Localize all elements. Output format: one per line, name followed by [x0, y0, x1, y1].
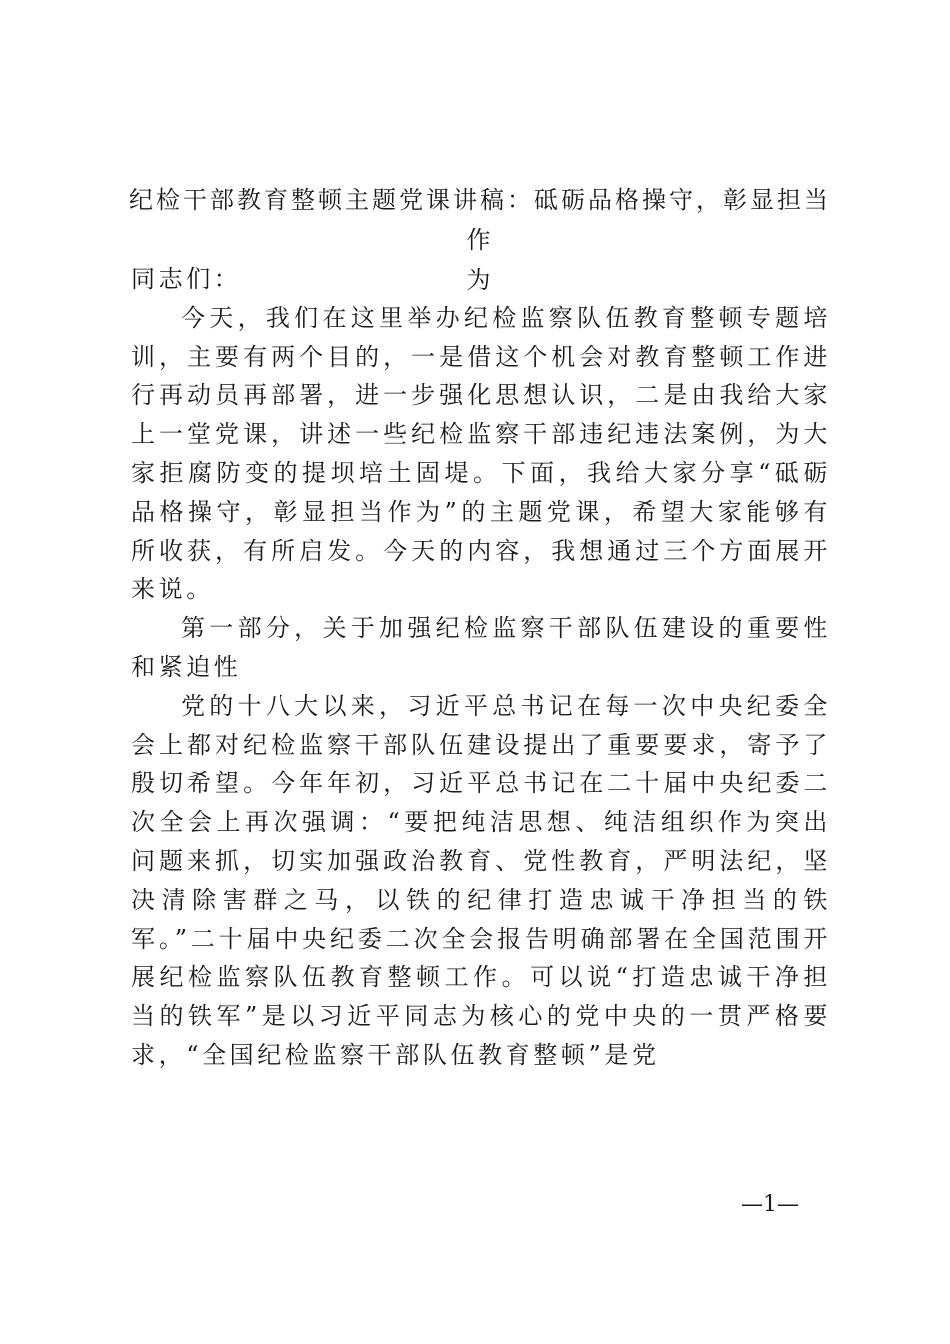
salutation: 同志们：: [131, 265, 242, 293]
document-body: [131, 260, 831, 1075]
paragraph-part-one-body: 党的十八大以来，习近平总书记在每一次中央纪委全会上都对纪检监察干部队伍建设提出了重要要求，寄予了殷切希望。今年年初，习近平总书记在二十届中央纪委二次全会上再次强调：“要把纯洁思想、纯洁组织作为突出问题来抓，切实加强政治教育、党性教育，严明法纪，坚决清除害群之马，以铁的纪律打造忠诚干净担当的铁军。”二十届中央纪委二次全会报告明确部署在全国范围开展纪检监察队伍教育整顿工作。可以说“打造忠诚干净担当的铁军”是以习近平同志为核心的党中央的一贯严格要求，“全国纪检监察干部队伍教育整顿”是党: [131, 691, 831, 1069]
title-line-1: 纪检干部教育整顿主题党课讲稿：砥砺品格操守，彰显担当作: [129, 186, 831, 254]
title-line-2: 为: [466, 266, 494, 294]
section-heading-part-one: 第一部分，关于加强纪检监察干部队伍建设的重要性和紧迫性: [131, 614, 831, 681]
paragraph-intro: 今天，我们在这里举办纪检监察队伍教育整顿专题培训，主要有两个目的，一是借这个机会对教育整顿工作进行再动员再部署，进一步强化思想认识，二是由我给大家上一堂党课，讲述一些纪检监察干部违纪违法案例，为大家拒腐防变的提坝培土固堤。下面，我给大家分享“砥砺品格操守，彰显担当作为”的主题党课，希望大家能够有所收获，有所启发。今天的内容，我想通过三个方面展开来说。: [131, 303, 831, 604]
page-number: —1—: [741, 1192, 799, 1217]
